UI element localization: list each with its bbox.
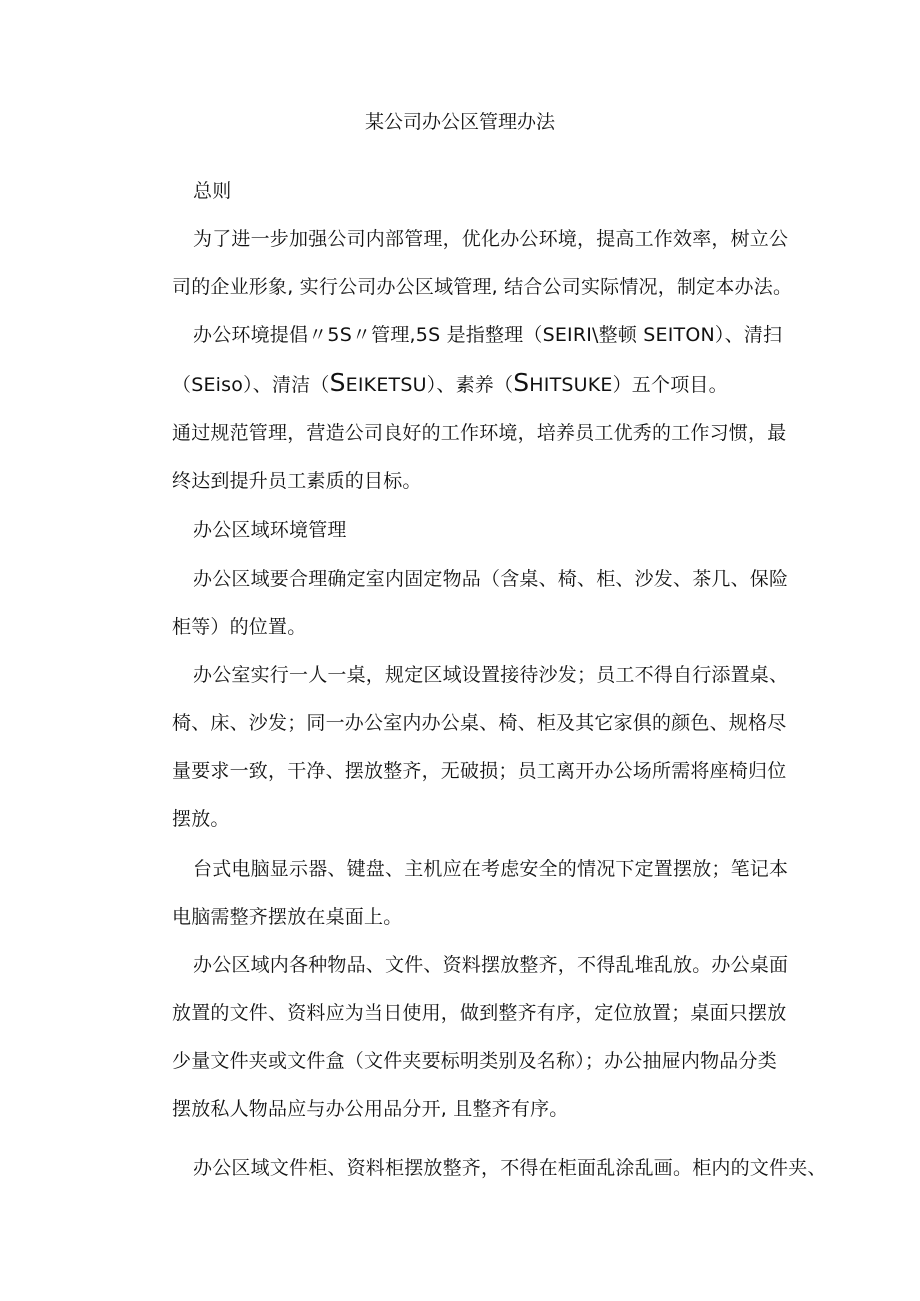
paragraph-line: 通过规范管理，营造公司良好的工作环境，培养员工优秀的工作习惯，最 [172,422,787,444]
paragraph-line: 少量文件夹或文件盒（文件夹要标明类别及名称）；办公抽屉内物品分类 [172,1050,777,1072]
section-heading-general: 总则 [193,180,232,202]
paragraph-line: 办公区域要合理确定室内固定物品（含桌、椅、柜、沙发、茶几、保险 [193,568,789,590]
large-letter: S [513,368,530,397]
section-heading-office: 办公区域环境管理 [193,519,347,541]
paragraph-line: 摆放私人物品应与办公用品分开, 且整齐有序。 [172,1098,569,1120]
paragraph-line: 放置的文件、资料应为当日使用，做到整齐有序，定位放置；桌面只摆放 [172,1002,787,1024]
paragraph-line [172,368,728,397]
paragraph-line: 为了进一步加强公司内部管理，优化办公环境，提高工作效率，树立公 [193,228,789,250]
text-segment: HITSUKE）五个项目。 [529,374,728,396]
paragraph-line: 椅、床、沙发；同一办公室内办公桌、椅、柜及其它家俱的颜色、规格尽 [172,712,787,734]
paragraph-line: 终达到提升员工素质的目标。 [172,470,422,492]
page-title: 某公司办公区管理办法 [364,111,555,133]
paragraph-line: 柜等）的位置。 [172,616,307,638]
paragraph-line: 台式电脑显示器、键盘、主机应在考虑安全的情况下定置摆放；笔记本 [193,858,789,880]
paragraph-line: 量要求一致，干净、摆放整齐，无破损；员工离开办公场所需将座椅归位 [172,760,787,782]
paragraph-line: 办公区域文件柜、资料柜摆放整齐，不得在柜面乱涂乱画。柜内的文件夹、 [193,1157,827,1179]
paragraph-line: 摆放。 [172,808,230,830]
paragraph-line: 办公区域内各种物品、文件、资料摆放整齐，不得乱堆乱放。办公桌面 [193,954,789,976]
text-segment: （SEiso）、清洁（ [172,374,330,396]
large-letter: S [329,368,346,397]
paragraph-line: 电脑需整齐摆放在桌面上。 [172,906,403,928]
paragraph-line: 司的企业形象, 实行公司办公区域管理, 结合公司实际情况，制定本办法。 [172,276,793,298]
paragraph-line: 办公环境提倡〃5S〃管理,5S 是指整理（SEIRI\整顿 SEITON）、清扫 [193,324,783,346]
paragraph-line: 办公室实行一人一桌，规定区域设置接待沙发；员工不得自行添置桌、 [193,664,789,686]
text-segment: EIKETSU）、素养（ [345,374,514,396]
